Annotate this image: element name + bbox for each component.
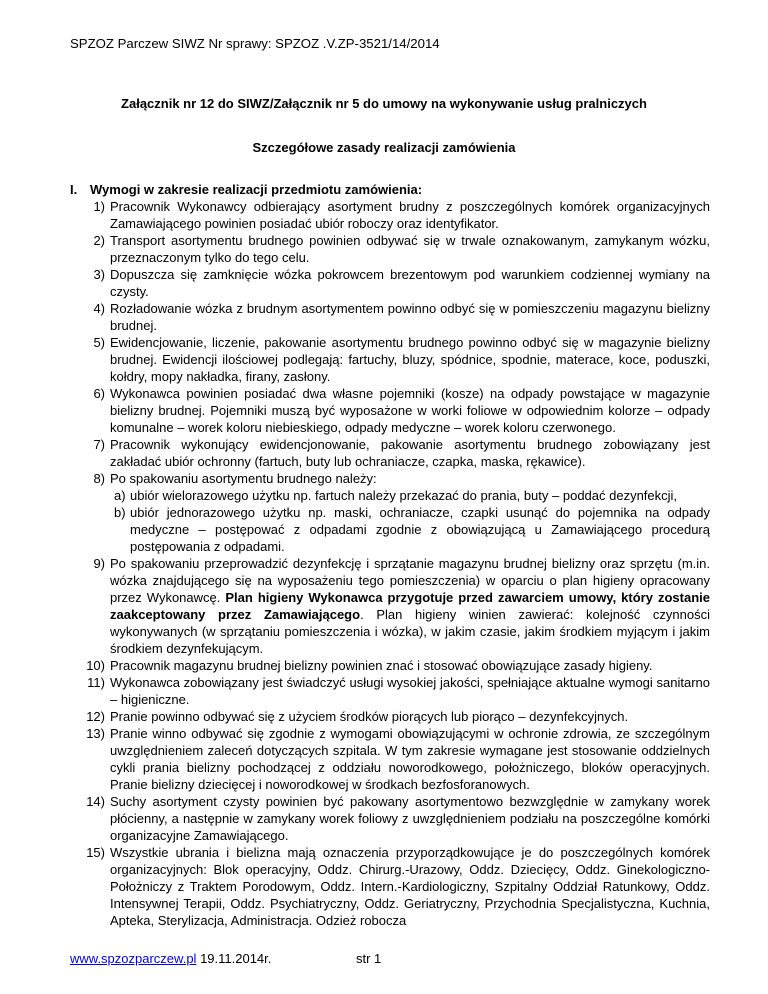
item-text: Dopuszcza się zamknięcie wózka pokrowcem brezentowym pod warunkiem codziennej wymiany na czysty. xyxy=(110,267,710,299)
list-item xyxy=(70,470,710,487)
list-item xyxy=(70,793,710,844)
item-text: Wykonawca zobowiązany jest świadczyć usługi wysokiej jakości, spełniające aktualne wymogi sanitarno – higieniczne. xyxy=(110,675,710,707)
page-header: SPZOZ Parczew SIWZ Nr sprawy: SPZOZ .V.ZP-3521/14/2014 xyxy=(70,36,440,51)
section-heading xyxy=(70,181,710,198)
document-body xyxy=(70,181,710,929)
list-item xyxy=(70,385,710,436)
item-text: Ewidencjowanie, liczenie, pakowanie asortymentu brudnego powinno odbyć się w magazynie bielizny brudnej. Ewidencji ilościowej podlegają: fartuchy, bluzy, spódnice, spodnie, materace, koce, poduszki, kołdry, mopy nakładka, firany, zasłony. xyxy=(110,335,710,384)
list-item xyxy=(70,725,710,793)
item-text: Pracownik magazynu brudnej bielizny powinien znać i stosować obowiązujące zasady higieny. xyxy=(110,658,653,673)
item-text-part: Po spakowaniu przeprowadzić dezynfekcję i sprzątanie magazynu brudnej bielizny oraz sprzętu (m.in. wózka znajdującego się na wyposażeniu tego pomieszczenia) w oparciu o plan higieny opracowany przez Wykonawcę. xyxy=(110,556,710,605)
item-number: 7) xyxy=(93,437,105,452)
list-item xyxy=(70,436,710,470)
page-number: str 1 xyxy=(356,951,382,966)
item-text: Rozładowanie wózka z brudnym asortymentem powinno odbyć się w pomieszczeniu magazynu bielizny brudnej. xyxy=(110,301,710,333)
list-item xyxy=(70,674,710,708)
sub-item-text: ubiór wielorazowego użytku np. fartuch należy przekazać do prania, buty – poddać dezynfekcji, xyxy=(130,488,678,503)
item-text: Pranie winno odbywać się zgodnie z wymogami obowiązującymi w ochronie zdrowia, ze szczególnym uwzględnieniem zaleceń dotyczących szpitala. W tym zakresie wymagane jest stosowanie oddzielnych cykli prania bielizny pochodzącej z oddziału noworodkowego, położniczego, bloków operacyjnych. Pranie bielizny dziecięcej i noworodkowej w środkach bezfosforanowych. xyxy=(110,726,710,792)
item-text: Transport asortymentu brudnego powinien odbywać się w trwale oznakowanym, zamykanym wózku, przeznaczonym tylko do tego celu. xyxy=(110,233,710,265)
item-number: 11) xyxy=(87,675,105,690)
sub-item xyxy=(70,487,710,504)
item-number: 9) xyxy=(93,556,105,571)
sub-item-text: ubiór jednorazowego użytku np. maski, ochraniacze, czapki usunąć do pojemnika na odpady medyczne – postępować z odpadami zgodnie z obowiązującą u Zamawiającego procedurą postępowania z odpadami. xyxy=(130,505,710,554)
website-link[interactable]: www.spzozparczew.pl xyxy=(70,951,197,966)
item-text: Pracownik wykonujący ewidencjonowanie, pakowanie asortymentu brudnego zobowiązany jest zakładać ubiór ochronny (fartuch, buty lub ochraniacze, czapka, maska, rękawice). xyxy=(110,437,710,469)
item-text: Pracownik Wykonawcy odbierający asortyment brudny z poszczególnych komórek organizacyjnych Zamawiającego powinien posiadać ubiór roboczy oraz identyfikator. xyxy=(110,199,710,231)
document-title: Szczegółowe zasady realizacji zamówienia xyxy=(252,140,516,155)
item-number: 2) xyxy=(93,233,105,248)
item-text: Suchy asortyment czysty powinien być pakowany asortymentowo bezwzględnie w zamykany worek płócienny, a następnie w zamykany worek foliowy z uwzględnieniem podziału na poszczególne komórki organizacyjne Zamawiającego. xyxy=(110,794,710,843)
item-number: 6) xyxy=(93,386,105,401)
list-item xyxy=(70,198,710,232)
list-item xyxy=(70,555,710,657)
item-number: 4) xyxy=(93,301,105,316)
item-text: Po spakowaniu asortymentu brudnego należy: xyxy=(110,471,377,486)
item-number: 1) xyxy=(93,199,105,214)
item-number: 3) xyxy=(93,267,105,282)
item-text xyxy=(110,556,710,656)
item-text-part: . Plan higieny winien zawierać: kolejność czynności wykonywanych (w sprzątaniu pomieszczenia i wózka), w jakim czasie, jakim środkiem myjącym i jakim środkiem dezynfekującym. xyxy=(110,607,710,656)
item-number: 8) xyxy=(93,471,105,486)
item-number: 15) xyxy=(86,845,105,860)
page-footer xyxy=(70,951,271,966)
item-number: 10) xyxy=(86,658,105,673)
item-number: 13) xyxy=(86,726,105,741)
item-text: Pranie powinno odbywać się z użyciem środków piorących lub piorąco – dezynfekcyjnych. xyxy=(110,709,629,724)
item-text: Wszystkie ubrania i bielizna mają oznaczenia przyporządkowujące je do poszczególnych komórek organizacyjnych: Blok operacyjny, Oddz. Chirurg.-Urazowy, Oddz. Dziecięcy, Oddz. Ginekologiczno-Położniczy z Traktem Porodowym, Oddz. Intern.-Kardiologiczny, Szpitalny Oddział Ratunkowy, Oddz. Intensywnej Terapii, Oddz. Psychiatryczny, Oddz. Geriatryczny, Przychodnia Specjalistyczna, Kuchnia, Apteka, Sterylizacja, Administracja. Odzież robocza xyxy=(110,845,710,928)
item-number: 12) xyxy=(86,709,105,724)
list-item xyxy=(70,708,710,725)
list-item xyxy=(70,266,710,300)
sub-item-letter: a) xyxy=(114,488,126,503)
item-number: 5) xyxy=(93,335,105,350)
sub-item-letter: b) xyxy=(114,505,126,520)
list-item xyxy=(70,334,710,385)
item-text: Wykonawca powinien posiadać dwa własne pojemniki (kosze) na odpady powstające w magazynie bielizny brudnej. Pojemniki muszą być wyposażone w worki foliowe w odpowiednim kolorze – odpady komunalne – worek koloru niebieskiego, odpady medyczne – worek koloru czerwonego. xyxy=(110,386,710,435)
list-item xyxy=(70,657,710,674)
attachment-title: Załącznik nr 12 do SIWZ/Załącznik nr 5 do umowy na wykonywanie usług pralniczych xyxy=(121,96,647,111)
list-item xyxy=(70,844,710,929)
footer-date: 19.11.2014r. xyxy=(196,951,272,966)
section-number: I. xyxy=(70,182,78,197)
list-item xyxy=(70,300,710,334)
section-title: Wymogi w zakresie realizacji przedmiotu zamówienia: xyxy=(90,182,423,197)
sub-item xyxy=(70,504,710,555)
requirements-list xyxy=(70,198,710,929)
item-text-bold: Plan higieny Wykonawca przygotuje przed zawarciem umowy, który zostanie zaakceptowany przez Zamawiającego xyxy=(110,590,710,622)
list-item xyxy=(70,232,710,266)
item-number: 14) xyxy=(86,794,105,809)
